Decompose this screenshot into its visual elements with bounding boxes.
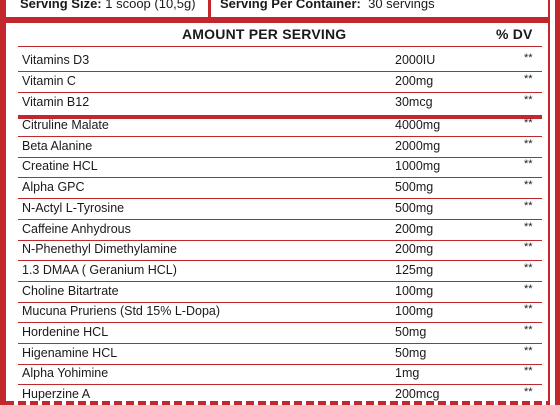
nutrient-daily-value: ** (524, 282, 533, 295)
nutrient-daily-value: ** (524, 73, 533, 85)
heading-rule (18, 46, 542, 47)
per-container-value: 30 servings (360, 0, 435, 11)
nutrient-row (18, 282, 542, 303)
nutrient-row (18, 364, 542, 385)
nutrient-amount: 125mg (395, 262, 434, 277)
nutrient-daily-value: ** (524, 386, 533, 399)
nutrient-name: Caffeine Anhydrous (22, 221, 131, 236)
nutrient-row (18, 51, 542, 72)
nutrient-daily-value: ** (524, 199, 533, 212)
nutrient-amount: 1mg (395, 366, 420, 381)
left-border (0, 0, 6, 405)
nutrient-name: Huperzine A (22, 387, 91, 402)
nutrient-amount: 4000mg (395, 118, 441, 132)
nutrient-row (18, 220, 542, 241)
nutrient-daily-value: ** (524, 303, 533, 316)
nutrient-amount: 500mg (395, 200, 434, 215)
nutrient-amount: 500mg (395, 180, 434, 195)
nutrient-amount: 100mg (395, 304, 434, 319)
nutrient-row (18, 240, 542, 261)
top-thick-rule (6, 17, 548, 23)
nutrient-name: Vitamin B12 (22, 95, 90, 109)
nutrient-name: Hordenine HCL (22, 325, 109, 339)
serving-size (20, 0, 196, 11)
nutrient-daily-value: ** (524, 52, 533, 64)
per-container-label: Serving Per Container: (220, 0, 361, 11)
nutrient-row (18, 261, 542, 282)
nutrient-row (18, 178, 542, 199)
nutrient-amount: 50mg (395, 345, 427, 360)
nutrient-daily-value: ** (524, 117, 533, 129)
nutrient-name: Vitamin C (22, 74, 76, 88)
nutrient-name: Choline Bitartrate (22, 283, 119, 298)
nutrient-daily-value: ** (524, 365, 533, 378)
nutrient-amount: 200mcg (395, 387, 440, 402)
nutrient-name: Higenamine HCL (22, 345, 118, 360)
nutrient-daily-value: ** (524, 94, 533, 106)
nutrient-amount: 2000mg (395, 138, 441, 153)
amount-per-serving-heading: AMOUNT PER SERVING (182, 26, 347, 42)
nutrient-row (18, 199, 542, 220)
serving-size-value: 1 scoop (10,5g) (101, 0, 196, 11)
servings-per-container (220, 0, 435, 11)
nutrient-name: N-Phenethyl Dimethylamine (22, 242, 177, 257)
nutrient-name: Vitamins D3 (22, 53, 90, 67)
serving-size-label: Serving Size: (20, 0, 102, 11)
nutrient-row (18, 93, 542, 113)
serving-header (6, 0, 548, 17)
nutrient-row (18, 323, 542, 344)
nutrient-row (18, 157, 542, 178)
nutrient-row (18, 302, 542, 323)
nutrient-name: Alpha GPC (22, 180, 85, 195)
nutrient-row (18, 116, 542, 137)
nutrient-daily-value: ** (524, 137, 533, 150)
nutrient-amount: 200mg (395, 74, 434, 88)
nutrient-row (18, 137, 542, 158)
nutrient-daily-value: ** (524, 324, 533, 336)
nutrient-amount: 1000mg (395, 159, 441, 174)
nutrient-daily-value: ** (524, 220, 533, 233)
nutrient-amount: 200mg (395, 242, 434, 257)
nutrient-row (18, 344, 542, 365)
nutrient-daily-value: ** (524, 241, 533, 254)
nutrient-name: Mucuna Pruriens (Std 15% L-Dopa) (22, 304, 221, 319)
bottom-dashed-border (6, 401, 548, 405)
nutrient-name: N-Actyl L-Tyrosine (22, 200, 125, 215)
nutrient-row (18, 72, 542, 93)
nutrient-name: Citruline Malate (22, 118, 109, 132)
nutrient-daily-value: ** (524, 261, 533, 274)
nutrient-name: Alpha Yohimine (22, 366, 109, 381)
right-border (548, 0, 560, 405)
daily-value-heading: % DV (496, 26, 533, 42)
nutrient-name: Beta Alanine (22, 138, 93, 153)
nutrient-amount: 50mg (395, 325, 427, 339)
nutrient-daily-value: ** (524, 158, 533, 171)
nutrient-name: Creatine HCL (22, 159, 98, 174)
header-divider (208, 0, 211, 17)
nutrient-daily-value: ** (524, 344, 533, 357)
nutrient-amount: 2000IU (395, 53, 436, 67)
nutrient-amount: 200mg (395, 221, 434, 236)
nutrient-amount: 100mg (395, 283, 434, 298)
nutrient-name: 1.3 DMAA ( Geranium HCL) (22, 262, 177, 277)
nutrient-daily-value: ** (524, 179, 533, 192)
nutrient-amount: 30mcg (395, 95, 433, 109)
